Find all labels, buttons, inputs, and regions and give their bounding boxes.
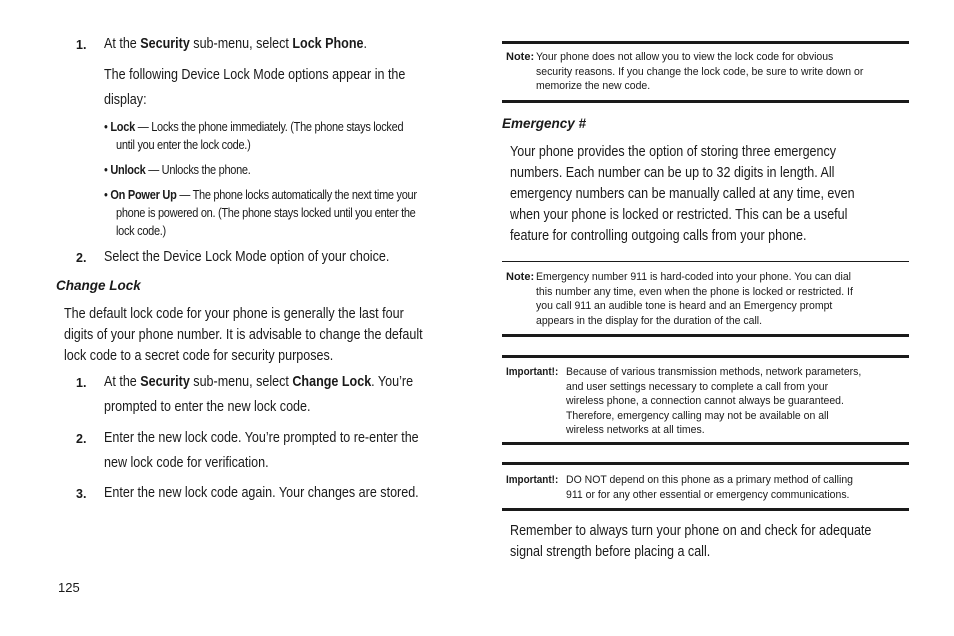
- important-label: Important!:: [506, 366, 559, 378]
- step-number: 1.: [76, 38, 87, 52]
- important-transmission-text: Because of various transmission methods, network parameters, and user settings necessary to complete a call from your wireless phone, a connection cannot always be guaranteed. Therefore, emergency calling may not be available on all wireless networks at all times.: [566, 366, 862, 436]
- step-number: 3.: [76, 487, 87, 501]
- step-number: 2.: [76, 432, 87, 446]
- note-label: Note:: [506, 271, 535, 283]
- step-text: Enter the new lock code again. Your changes are stored.: [104, 485, 419, 501]
- note-bottom-rule: [502, 100, 909, 103]
- step-text: Enter the new lock code. You’re prompted to re-enter the new lock code for verification.: [104, 430, 419, 471]
- step-select-mode: [76, 245, 476, 270]
- note-label: Note:: [506, 51, 535, 63]
- options-intro: The following Device Lock Mode options appear in the display:: [104, 67, 406, 108]
- change-lock-paragraph: The default lock code for your phone is generally the last four digits of your phone number. It is advisable to change the default lock code to a secret code for security purposes.: [64, 306, 423, 364]
- step-enter-code-again: [76, 481, 476, 506]
- emergency-paragraph: Your phone provides the option of storing three emergency numbers. Each number can be up to 32 digits in length. All emergency numbers can be manually called at any time, even when your phone is locked or restricted. This can be a useful feature for controlling outgoing calls from your phone.: [510, 144, 855, 244]
- note-lock-code-text: Your phone does not allow you to view the lock code for obvious security reasons. If you change the lock code, be sure to write down or memorize the new code.: [536, 51, 864, 92]
- note-bottom-rule: [502, 334, 909, 337]
- step-number: 1.: [76, 376, 87, 390]
- step-select-lock-phone: [76, 32, 476, 57]
- bullet-on-power-up: • On Power Up — The phone locks automatically the next time your phone is powered on. (The phone stays locked until you enter the lock code.): [104, 187, 417, 238]
- important-bottom-rule: [502, 508, 909, 511]
- important-top-rule: [502, 355, 909, 358]
- step-number: 2.: [76, 251, 87, 265]
- step-text: Select the Device Lock Mode option of your choice.: [104, 249, 390, 265]
- bullet-unlock: • Unlock — Unlocks the phone.: [104, 162, 251, 177]
- step-text: At the Security sub-menu, select Lock Phone.: [104, 36, 367, 52]
- step-enter-new-code: [76, 426, 476, 476]
- step-select-change-lock: [76, 370, 476, 420]
- section-heading-change-lock: Change Lock: [56, 278, 141, 293]
- bullet-lock: • Lock — Locks the phone immediately. (The phone stays locked until you enter the lock code.): [104, 119, 404, 152]
- note-top-rule: [502, 261, 909, 262]
- important-label: Important!:: [506, 474, 559, 486]
- section-heading-emergency: Emergency #: [502, 116, 587, 131]
- note-911-text: Emergency number 911 is hard-coded into your phone. You can dial this number any time, even when the phone is locked or restricted. If you call 911 an audible tone is heard and an Emergency prompt appears in the display for the duration of the call.: [536, 271, 853, 327]
- step-text: At the Security sub-menu, select Change Lock. You’re prompted to enter the new lock code.: [104, 374, 414, 415]
- important-top-rule: [502, 462, 909, 465]
- important-primary-method-text: DO NOT depend on this phone as a primary method of calling 911 or for any other essential or emergency communications.: [566, 474, 853, 501]
- page-number: 125: [58, 580, 80, 595]
- important-bottom-rule: [502, 442, 909, 445]
- remember-paragraph: Remember to always turn your phone on and check for adequate signal strength before placing a call.: [510, 523, 872, 560]
- note-top-rule: [502, 41, 909, 44]
